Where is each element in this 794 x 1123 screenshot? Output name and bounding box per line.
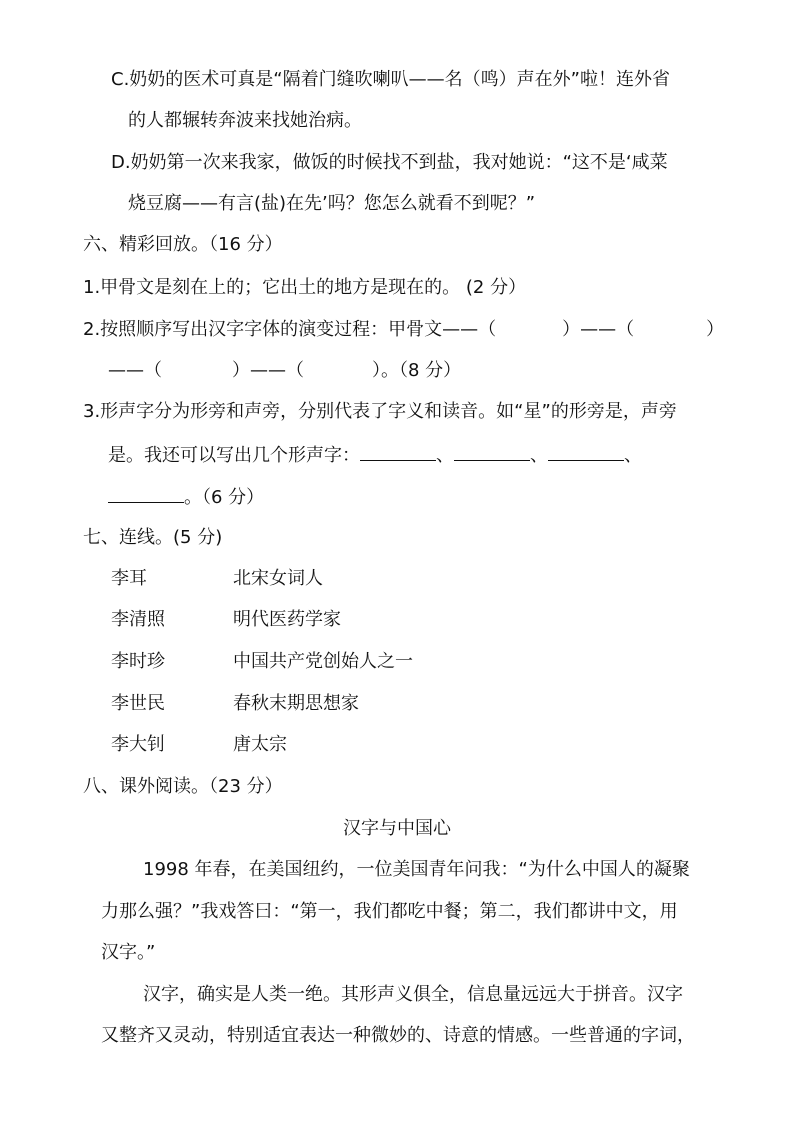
section-8-heading: 八、课外阅读。（23 分）	[83, 776, 283, 797]
answer-blank[interactable]	[108, 484, 184, 503]
q3-text: 是。我还可以写出几个形声字：	[108, 445, 360, 466]
option-d-line-2: 烧豆腐——有言(盐)在先’吗？您怎么就看不到呢？”	[128, 193, 536, 214]
section-7-heading: 七、连线。(5 分)	[83, 527, 223, 548]
separator: 、	[436, 445, 454, 466]
article-title: 汉字与中国心	[343, 818, 451, 839]
option-d-line-1: D.奶奶第一次来我家，做饭的时候找不到盐，我对她说：“这不是‘咸菜	[111, 152, 668, 173]
paragraph-2-line-1: 汉字，确实是人类一绝。其形声义俱全，信息量远远大于拼音。汉字	[143, 984, 683, 1005]
match-description[interactable]: 唐太宗	[233, 734, 287, 755]
paragraph-1-line-3: 汉字。”	[101, 942, 156, 963]
question-6-3-line-3	[108, 484, 264, 510]
q2-text-a: 2.按照顺序写出汉字字体的演变过程：甲骨文——（	[83, 319, 497, 340]
separator: 、	[624, 445, 642, 466]
match-name[interactable]: 李耳	[111, 568, 147, 589]
answer-blank[interactable]	[548, 442, 624, 461]
match-description[interactable]: 中国共产党创始人之一	[233, 651, 413, 672]
paragraph-2-line-2: 又整齐又灵动，特别适宜表达一种微妙的、诗意的情感。一些普通的字词，	[101, 1025, 695, 1046]
paragraph-1-line-2: 力那么强？”我戏答曰：“第一，我们都吃中餐；第二，我们都讲中文，用	[101, 901, 678, 922]
q2-text-e: ）——（	[232, 360, 304, 381]
question-6-2-line-2	[108, 359, 461, 383]
q3-end: 。（6 分）	[184, 487, 265, 508]
q2-text-d: ——（	[108, 360, 162, 381]
match-name[interactable]: 李大钊	[111, 734, 165, 755]
question-6-2-line-1	[83, 318, 724, 342]
q2-text-f: ）。（8 分）	[372, 360, 462, 381]
match-name[interactable]: 李世民	[111, 693, 165, 714]
section-6-heading: 六、精彩回放。（16 分）	[83, 234, 283, 255]
q2-text-b: ）——（	[562, 319, 635, 340]
paragraph-1-line-1: 1998 年春，在美国纽约，一位美国青年问我：“为什么中国人的凝聚	[143, 859, 690, 880]
match-name[interactable]: 李清照	[111, 609, 165, 630]
match-description[interactable]: 明代医药学家	[233, 609, 341, 630]
q2-text-c: ）	[706, 319, 725, 340]
option-c-line-2: 的人都辗转奔波来找她治病。	[128, 110, 362, 131]
match-description[interactable]: 春秋末期思想家	[233, 693, 359, 714]
question-6-3-line-1: 3.形声字分为形旁和声旁，分别代表了字义和读音。如“星”的形旁是，声旁	[83, 401, 677, 422]
question-6-3-line-2	[108, 442, 642, 468]
match-name[interactable]: 李时珍	[111, 651, 165, 672]
option-c-line-1: C.奶奶的医术可真是“隔着门缝吹喇叭——名（鸣）声在外”啦！连外省	[111, 69, 670, 90]
question-6-1: 1.甲骨文是刻在上的；它出土的地方是现在的。 (2 分）	[83, 277, 527, 298]
match-description[interactable]: 北宋女词人	[233, 568, 323, 589]
answer-blank[interactable]	[360, 442, 436, 461]
separator: 、	[530, 445, 548, 466]
answer-blank[interactable]	[454, 442, 530, 461]
